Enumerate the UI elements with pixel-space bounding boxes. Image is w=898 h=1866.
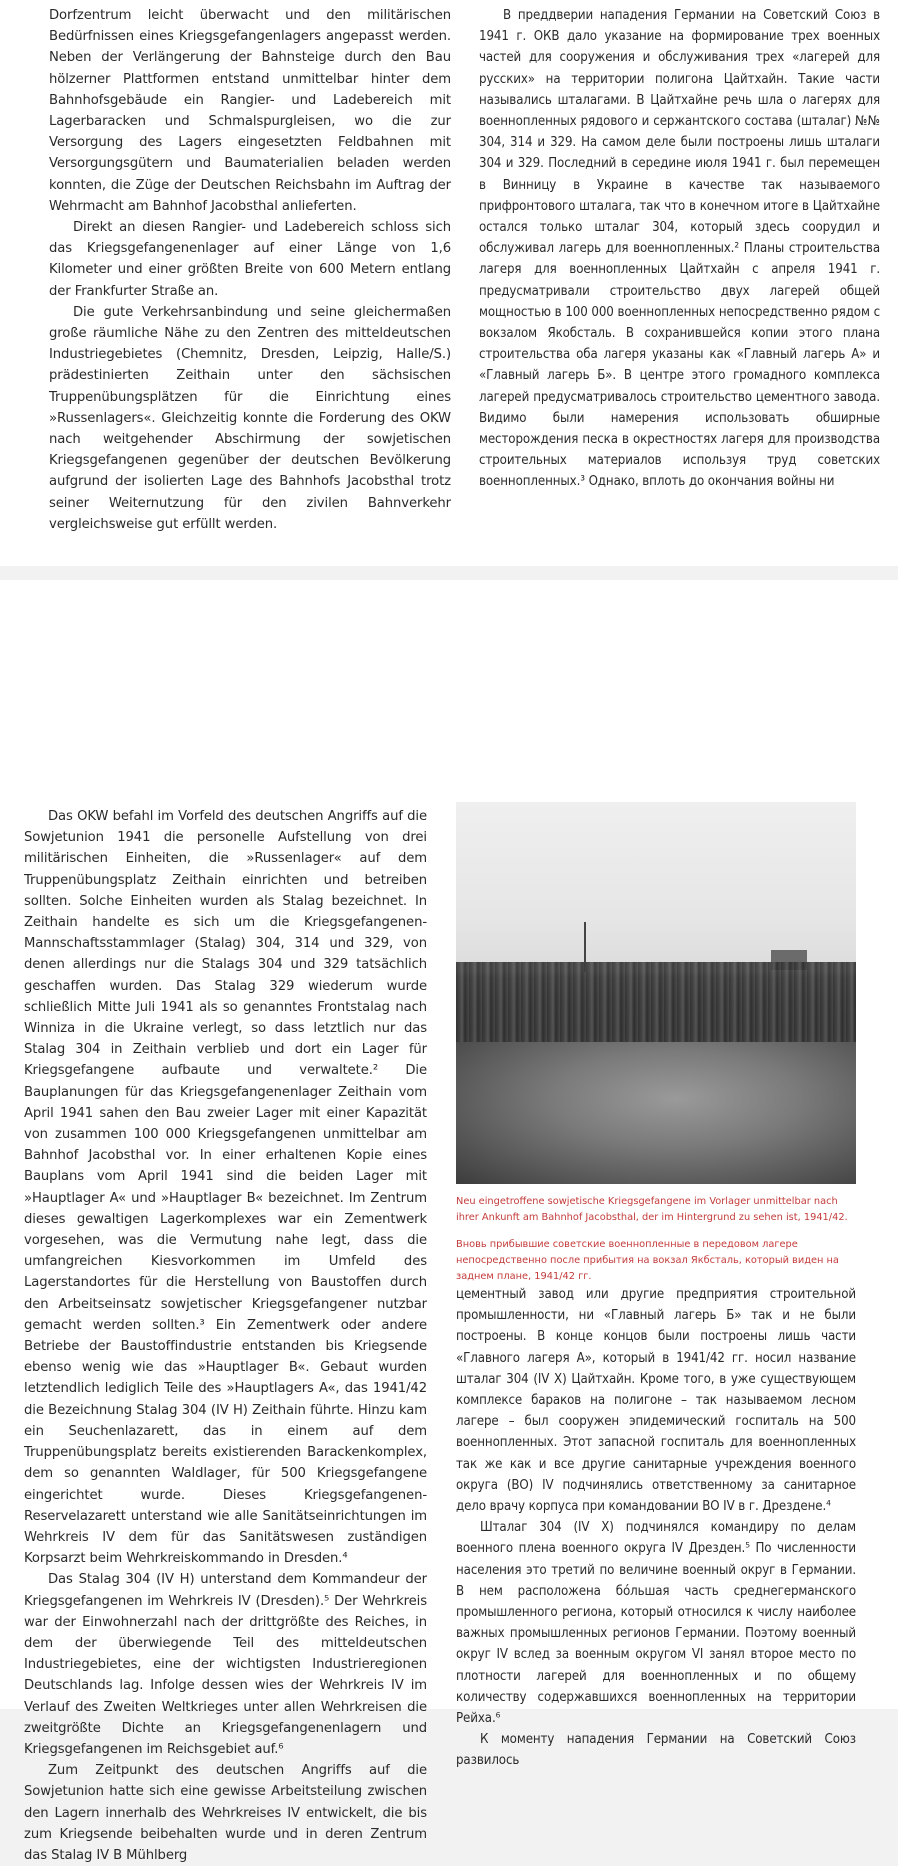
photo-caption-german: Neu eingetroffene sowjetische Kriegsgefangene im Vorlager unmittelbar nach ihrer Ankunft am Bahnhof Jacobsthal, der im Hintergrund zu sehen ist, 1941/42. bbox=[456, 1196, 848, 1223]
german-column-top bbox=[49, 5, 451, 535]
paragraph: цементный завод или другие предприятия строительной промышленности, ни «Главный лагерь Б» так и не были построены. В конце концов были построены лишь части «Главного лагеря А», который в 1941/42 гг. носил название шталаг 304 (IV X) Цайтхайн. Кроме того, в уже существующем комплексе бараков на полигоне – так называемом лесном лагере – был сооружен эпидемический госпиталь на 500 военнопленных. Этот запасной госпиталь для военнопленных так же как и все другие санитарные учреждения военного округа (ВО) IV подчинялись ответственному за санитарное дело врачу корпуса при командовании ВО IV в г. Дрездене.⁴ bbox=[456, 1287, 856, 1515]
historical-photo bbox=[456, 802, 856, 1184]
paragraph: Dorfzentrum leicht überwacht und den militärischen Bedürfnissen eines Kriegsgefangenlagers angepasst werden. Neben der Verlängerung der Bahnsteige durch den Bau hölzerner Plattformen entstand unmittelbar hinter dem Bahnhofsgebäude ein Rangier- und Ladebereich mit Lagerbaracken und Schmalspurgleisen, wo die zur Versorgung des Lagers eingesetzten Feldbahnen mit Versorgungsgütern und Baumaterialien beladen werden konnten, die Züge der Deutschen Reichsbahn im Auftrag der Wehrmacht am Bahnhof Jacobsthal anlieferten. bbox=[49, 8, 451, 214]
photo-crowd bbox=[456, 962, 856, 1042]
photo-caption-russian: Вновь прибывшие советские военнопленные в передовом лагере непосредственно после прибытия на вокзал Якбсталь, который виден на заднем плане, 1941/42 гг. bbox=[456, 1239, 839, 1282]
russian-column-bottom bbox=[456, 1284, 856, 1772]
german-column-bottom bbox=[24, 806, 427, 1866]
page-top bbox=[0, 0, 898, 566]
paragraph: К моменту нападения Германии на Советский Союз развилось bbox=[456, 1732, 856, 1769]
paragraph: Direkt an diesen Rangier- und Ladebereich schloss sich das Kriegsgefangenenlager auf einer Länge von 1,6 Kilometer und einer größten Breite von 600 Metern entlang der Frankfurter Straße an. bbox=[49, 220, 451, 299]
paragraph: Das OKW befahl im Vorfeld des deutschen Angriffs auf die Sowjetunion 1941 die personelle Aufstellung von drei militärischen Einheiten, die »Russenlager« auf dem Truppenübungsplatz Zeithain einrichten und betreiben sollten. Solche Einheiten wurden als Stalag bezeichnet. In Zeithain handelte es sich um die Kriegsgefangenen-Mannschaftsstammlager (Stalag) 304, 314 und 329, von denen allerdings nur die Stalags 304 und 329 tatsächlich geschaffen wurden. Das Stalag 329 wiederum wurde schließlich Mitte Juli 1941 als so genanntes Frontstalag nach Winniza in die Ukraine verlegt, so dass letztlich nur das Stalag 304 in Zeithain verblieb und dort ein Lager für Kriegsgefangene aufbaute und verwaltete.² Die Bauplanungen für das Kriegsgefangenenlager Zeithain vom April 1941 sahen den Bau zweier Lager mit einer Kapazität von zusammen 100 000 Kriegsgefangenen unmittelbar am Bahnhof Jacobsthal vor. In einer erhaltenen Kopie eines Bauplans vom April 1941 sind die beiden Lager mit »Hauptlager A« und »Hauptlager B« bezeichnet. Im Zentrum dieses gewaltigen Lagerkomplexes war ein Zementwerk vorgesehen, was die Vermutung nahe legt, dass die umfangreichen Kiesvorkommen im Umfeld des Lagerstandortes für die Herstellung von Baustoffen durch den Arbeitseinsatz sowjetischer Kriegsgefangener nutzbar gemacht werden sollten.³ Ein Zementwerk oder andere Betriebe der Baustoffindustrie entstanden bis Kriegsende ebenso wenig wie das »Hauptlager B«. Gebaut wurden letztendlich lediglich Teile des »Hauptlagers A«, das 1941/42 die Bezeichnung Stalag 304 (IV H) Zeithain führte. Hinzu kam ein Seuchenlazarett, das in einem auf dem Truppenübungsplatz bereits existierenden Barackenkomplex, dem so genannten Waldlager, für 500 Kriegsgefangene eingerichtet wurde. Dieses Kriegsgefangenen-Reservelazarett unterstand wie alle Sanitätseinrichtungen im Wehrkreis IV dem für das Sanitätswesen zuständigen Korpsarzt beim Wehrkreiskommando in Dresden.⁴ bbox=[24, 809, 427, 1567]
page-bottom bbox=[0, 580, 898, 1863]
paragraph: Zum Zeitpunkt des deutschen Angriffs auf die Sowjetunion hatte sich eine gewisse Arbeitsteilung zwischen den Lagern innerhalb des Wehrkreises IV entwickelt, die bis zum Kriegsende beibehalten wurde und in deren Zentrum das Stalag IV B Mühlberg bbox=[24, 1763, 427, 1863]
paragraph: Das Stalag 304 (IV H) unterstand dem Kommandeur der Kriegsgefangenen im Wehrkreis IV (Dresden).⁵ Der Wehrkreis war der Einwohnerzahl nach der drittgrößte des Reiches, in dem der überwiegende Teil des mitteldeutschen Industriegebietes, eine der wichtigsten Industrieregionen Deutschlands lag. Infolge dessen wies der Wehrkreis IV im Verlauf des Zweiten Weltkrieges unter allen Wehrkreisen die zweitgrößte Dichte an Kriegsgefangenenlagern und Kriegsgefangenen im Reichsgebiet auf.⁶ bbox=[24, 1572, 427, 1757]
russian-column-top bbox=[479, 5, 880, 493]
paragraph: Die gute Verkehrsanbindung und seine gleichermaßen große räumliche Nähe zu den Zentren des mitteldeutschen Industriegebietes (Chemnitz, Dresden, Leipzig, Halle/S.) prädestinierten Zeithain unter den sächsischen Truppenübungsplätzen für die Einrichtung eines »Russenlagers«. Gleichzeitig konnte die Forderung des OKW nach weitgehender Abschirmung der sowjetischen Kriegsgefangenen gegenüber der deutschen Bevölkerung aufgrund der isolierten Lage des Bahnhofs Jacobsthal trotz seiner Weiternutzung für den zivilen Bahnverkehr vergleichsweise gut erfüllt werden. bbox=[49, 304, 451, 532]
paragraph: Шталаг 304 (IV X) подчинялся командиру по делам военного плена военного округа IV Дрезден.⁵ По численности населения это третий по величине военный округ в Германии. В нем расположена бóльшая часть среднегерманского промышленного региона, который относился к числу наиболее важных промышленных регионов Германии. Поэтому военный округ IV вслед за военным округом VI занял второе место по плотности лагерей для военнопленных и по общему количеству содержавшихся военнопленных на территории Рейха.⁶ bbox=[456, 1520, 856, 1727]
photo-ground bbox=[456, 1042, 856, 1184]
paragraph: В преддверии нападения Германии на Советский Союз в 1941 г. ОКВ дало указание на формирование трех военных частей для сооружения и обслуживания трех «лагерей для русских» на территории полигона Цайтхайн. Такие части назывались шталагами. В Цайтхайне речь шла о лагерях для военнопленных рядового и сержантского состава (шталаг) №№ 304, 314 и 329. На самом деле были построены лишь шталаги 304 и 329. Последний в середине июля 1941 г. был перемещен в Винницу в Украине в качестве так называемого прифронтового шталага, так что в конечном итоге в Цайтхайне остался только шталаг 304, который здесь соорудил и обслуживал лагерь для военнопленных.² Планы строительства лагеря для военнопленных Цайтхайн с апреля 1941 г. предусматривали строительство двух лагерей общей мощностью в 100 000 военнопленных непосредственно рядом с вокзалом Якобсталь. В сохранившейся копии этого плана строительства оба лагеря указаны как «Главный лагерь А» и «Главный лагерь Б». В центре этого громадного комплекса лагерей предусматривалось строительство цементного завода. Видимо были намерения использовать обширные месторождения песка в окрестностях лагеря для производства строительных материалов используя труд советских военнопленных.³ Однако, вплоть до окончания войны ни bbox=[479, 8, 880, 490]
